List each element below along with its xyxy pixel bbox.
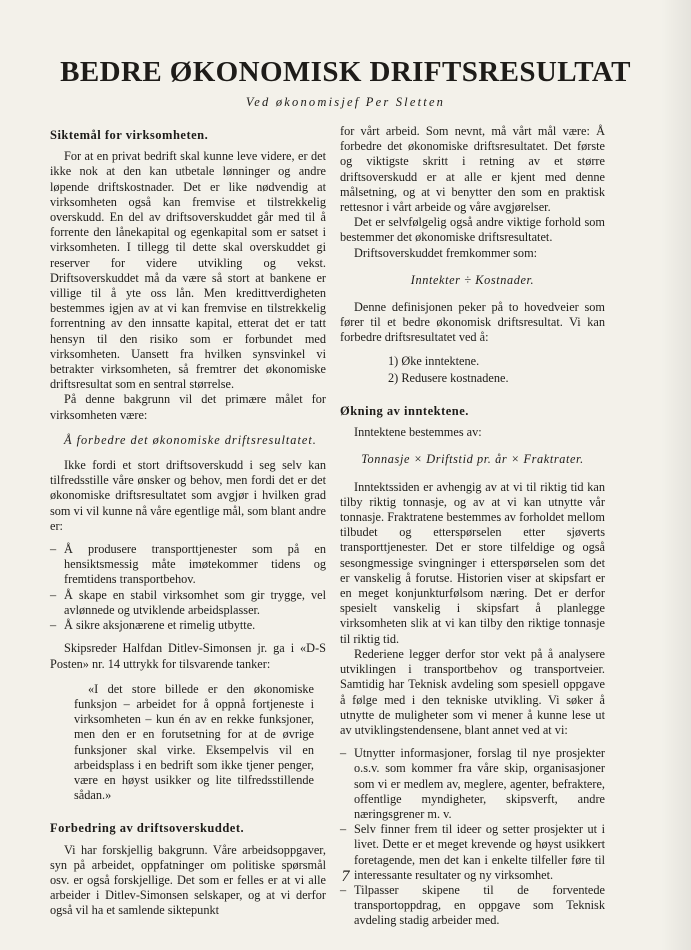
paragraph: For at en privat bedrift skal kunne leve videre, er det ikke nok at den kan utbetale lønninger og andre løpende driftskostnader. Det er like nødvendig at virksomheten også kan fremvise et tilstrekkelig overskudd. En del av driftsoverskuddet går med til å forrente den lånekapital og egenkapital som er satset i virksomheten. I tillegg til dette skal overskuddet gi reserver for videre utvikling og vekst. Driftsoverskuddet må da være så stort at bankene er villige til å yte oss lån. Men kredittverdigheten bestemmes igjen av at vi kan fremvise en tilstrekkelig forrentning av den innsatte kapital, etterat det er tatt hensyn til den risiko som er forbundet med virksomheten. Uansett fra hvilken synsvinkel vi betrakter virksomheten, så fremtrer det økonomiske driftsresultat som en sentral størrelse.: [50, 149, 326, 392]
paragraph: Inntektssiden er avhengig av at vi til riktig tid kan tilby riktig tonnasje, og av at vi kan utnytte vår tonnasje. Fraktratene bestemmes av forholdet mellom tilbudet og etterspørselen etter sjøverts transporttjenester. Det er store tilfeldige og også sesongmessige svingninger i etterspørselen som det er vanskelig å forutse. Historien viser at skipsfart er en meget konjunkturfølsom næring. Det er derfor spesielt vanskelig i skipsfart å planlegge virksomheten slik at vi kan tilby den riktige tonnasje til riktig tid.: [340, 479, 605, 646]
paragraph: Skipsreder Halfdan Ditlev-Simonsen jr. ga i «D-S Posten» nr. 14 uttrykk for tilsvarende tanker:: [50, 641, 326, 671]
actions-list: [340, 746, 605, 928]
quote-block: [50, 682, 326, 804]
list-item: – Tilpasser skipene til de forventede transportoppdrag, en oppgave som Teknisk avdeling stadig arbeider med.: [340, 883, 605, 929]
list-item: – Å sikre aksjonærene et rimelig utbytte.: [50, 618, 326, 633]
formula-inntekter: Tonnasje × Driftstid pr. år × Fraktrater.: [361, 452, 584, 467]
list-item: – Selv finner frem til ideer og setter prosjekter ut i livet. Dette er et meget krevende og høyst usikkert foretagende, men det kan i enkelte tilfeller føre til interessante resultater og ny virksomhet.: [340, 822, 605, 883]
options-list: [340, 354, 605, 386]
article-title: BEDRE ØKONOMISK DRIFTSRESULTAT: [60, 56, 631, 88]
list-item: – Å produsere transporttjenester som på en hensiktsmessig måte imøtekommer tidens og fremtidens transportbehov.: [50, 542, 326, 588]
paragraph: Vi har forskjellig bakgrunn. Våre arbeidsoppgaver, syn på arbeidet, oppfatninger om politiske spørsmål osv. er også forskjellige. Det som er felles er at vi alle arbeider i Ditlev-Simonsen selskaper, og at vi derfor også vil ha et samlende siktepunkt: [50, 842, 326, 918]
paragraph: Inntektene bestemmes av:: [354, 425, 482, 440]
paragraph: Ikke fordi et stort driftsoverskudd i seg selv kan tilfredsstille våre ønsker og behov, men fordi det er det økonomiske driftsresultatet som avgjør i hvilken grad som vi vil kunne nå våre egentlige mål, som blant andre er:: [50, 458, 326, 533]
goal-statement: Å forbedre det økonomiske driftsresultatet.: [64, 432, 317, 447]
list-item: – Å skape en stabil virksomhet som gir trygge, vel avlønnede og utviklende arbeidsplasser.: [50, 588, 326, 618]
paragraph: På denne bakgrunn vil det primære målet for virksomheten være:: [50, 392, 326, 422]
list-item: 1) Øke inntektene.: [388, 353, 480, 368]
list-item: 2) Redusere kostnadene.: [388, 370, 509, 385]
section-heading-forbedring: Forbedring av driftsoverskuddet.: [50, 821, 245, 836]
list-item: – Utnytter informasjoner, forslag til nye prosjekter o.s.v. som kommer fra våre skip, organisasjoner som vi er medlem av, meglere, agenter, befraktere, offentlige myndigheter, skipsverft, andre næringsgrener m. v.: [340, 746, 605, 822]
right-column: [340, 124, 605, 937]
page-binding-shadow: [661, 0, 691, 950]
goals-list: [50, 542, 326, 633]
paragraph: Denne definisjonen peker på to hovedveier som fører til et bedre økonomisk driftsresultat. Vi kan forbedre driftsresultatet ved å:: [340, 300, 605, 345]
article-byline: Ved økonomisjef Per Sletten: [245, 95, 446, 109]
page-number: 7: [341, 868, 350, 885]
quote-text: «I det store billede er den økonomiske funksjon – arbeidet for å oppnå fortjeneste i virksomheten – kun én av en rekke funksjoner, men den er en forutsetning for at de øvrige funksjoner skal virke. Eksempelvis vil en arbeidsplass i en bedrift som ikke tjener penger, være en høyst usikker og lite tilfredsstillende sådan.»: [74, 681, 314, 803]
paragraph: for vårt arbeid. Som nevnt, må vårt mål være: Å forbedre det økonomiske driftsresultatet. Det første og viktigste skritt i retning av et større driftsoverskudd er at alle er kjent med denne målsetning, og at vi benytter den som en praktisk rettesnor i vårt arbeide og våre avgjørelser.: [340, 124, 605, 215]
paragraph: Rederiene legger derfor stor vekt på å analysere utviklingen i transportbehov og transportveier. Samtidig har Teknisk avdeling som spesiell oppgave å følge med i den tekniske utvikling. Vi søker å utnytte de muligheter som vi mener å kunne lese ut av utviklingstendensene, blant annet ved at vi:: [340, 646, 605, 737]
formula-driftsoverskudd: Inntekter ÷ Kostnader.: [410, 272, 535, 287]
section-heading-siktemal: Siktemål for virksomheten.: [50, 128, 209, 142]
section-heading-okning: Økning av inntektene.: [340, 404, 469, 419]
left-column: [50, 124, 326, 919]
paragraph: Driftsoverskuddet fremkommer som:: [354, 245, 538, 260]
paragraph: Det er selvfølgelig også andre viktige forhold som bestemmer det økonomiske driftsresultatet.: [340, 215, 605, 245]
